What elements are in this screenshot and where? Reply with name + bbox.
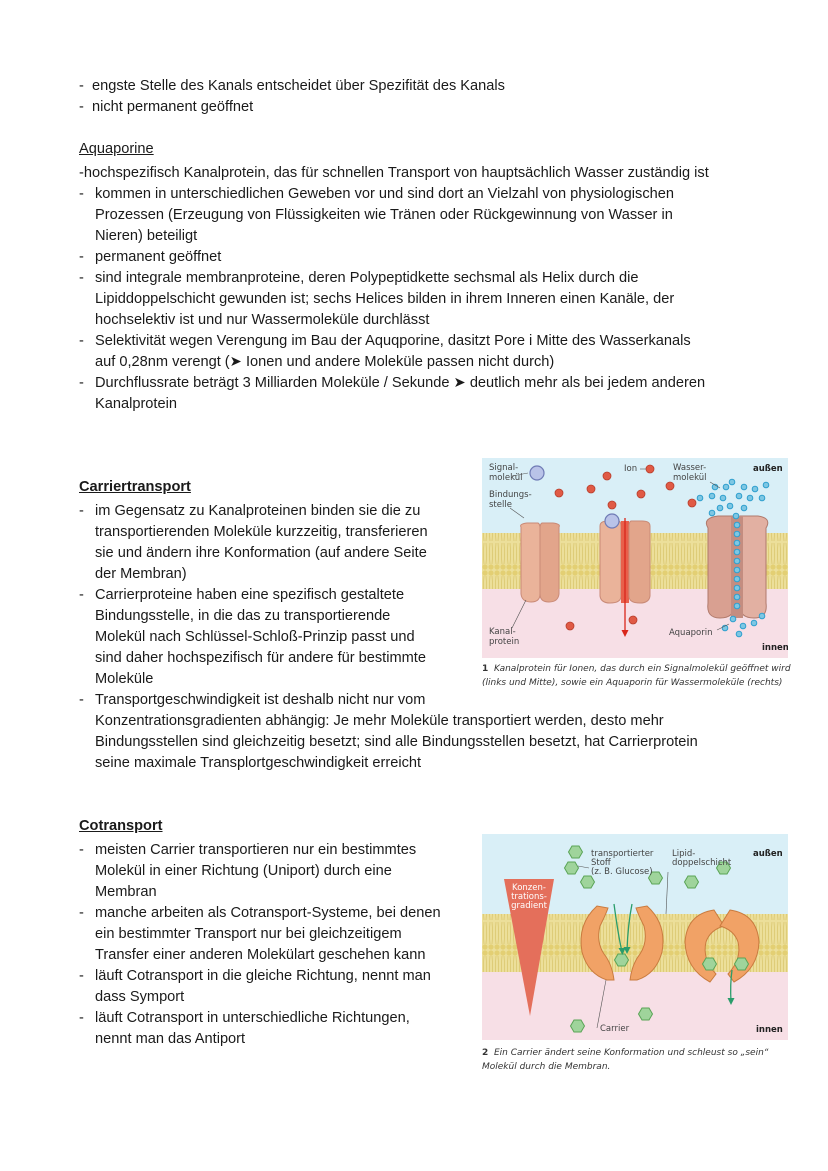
- list-item-text: der Membran): [95, 566, 187, 582]
- list-item-text: manche arbeiten als Cotransport-Systeme, bei denen: [95, 905, 441, 921]
- section-heading-cotransport: Cotransport: [79, 818, 163, 834]
- caption-text: Ein Carrier ändert seine Konformation und schleust so „sein“: [494, 1048, 769, 1058]
- list-item-text: Durchflussrate beträgt 3 Milliarden Moleküle / Sekunde ➤ deutlich mehr als bei jedem anderen: [95, 375, 706, 391]
- section-heading-carriertransport: Carriertransport: [79, 479, 191, 495]
- list-item-text: engste Stelle des Kanals entscheidet über Spezifität des Kanals: [91, 78, 505, 94]
- list-item-text: Bindungsstelle, in die das zu transportierende: [95, 608, 391, 624]
- fig1-label-water: molekül: [673, 473, 707, 483]
- figure-1-caption: [482, 662, 812, 690]
- fig1-label-inside: innen: [762, 643, 788, 653]
- list-item: -: [79, 503, 84, 519]
- list-item-text: permanent geöffnet: [95, 249, 222, 265]
- list-item-text: meisten Carrier transportieren nur ein bestimmtes: [95, 842, 417, 858]
- fig2-label-gradient: gradient: [511, 901, 547, 911]
- caption-number: 2: [482, 1048, 489, 1058]
- list-item-text: nennt man das Antiport: [95, 1031, 246, 1047]
- aquaporine-intro: -hochspezifisch Kanalprotein, das für schnellen Transport von hauptsächlich Wasser zuständig ist: [79, 165, 709, 181]
- list-item: -: [79, 692, 84, 708]
- fig1-label-aquaporin: Aquaporin: [669, 628, 713, 638]
- fig2-label-substance: transportierter: [591, 849, 654, 859]
- list-item-text: Selektivität wegen Verengung im Bau der Aquqporine, dasitzt Pore i Mitte des Wasserkanals: [95, 333, 691, 349]
- signal-molecule-bound: [605, 514, 619, 528]
- caption-text: Molekül durch die Membran.: [482, 1062, 611, 1072]
- list-item-text: Carrierproteine haben eine spezifisch gestaltete: [95, 587, 405, 603]
- list-item: -: [79, 270, 84, 286]
- figure-carrier: [482, 834, 788, 1040]
- list-item-text: läuft Cotransport in unterschiedliche Richtungen,: [95, 1010, 410, 1026]
- list-item-text: sind integrale membranproteine, deren Polypeptidkette sechsmal als Helix durch die: [95, 270, 639, 286]
- caption-number: 1: [482, 664, 489, 674]
- fig1-label-signal: molekül: [489, 473, 523, 483]
- list-item-text: auf 0,28nm verengt (➤ Ionen und andere Moleküle passen nicht durch): [95, 354, 555, 370]
- list-item: -: [79, 1010, 84, 1026]
- fig2-label-lipid: doppelschicht: [672, 858, 732, 868]
- list-item: -: [79, 842, 84, 858]
- list-item-text: seine maximale Transplortgeschwindigkeit erreicht: [95, 755, 422, 771]
- list-item-text: ein bestimmter Transport nur bei gleichzeitigem: [95, 926, 402, 942]
- figure-2-illustration: [482, 834, 788, 1040]
- list-item-text: Transportgeschwindigkeit ist deshalb nicht nur vom: [95, 692, 426, 708]
- fig1-label-outside: außen: [753, 464, 783, 474]
- fig1-label-water: Wasser-: [673, 463, 707, 473]
- list-item: - engste Stelle des Kanals entscheidet über Spezifität des Kanals: [79, 78, 505, 94]
- signal-molecule: [530, 466, 544, 480]
- caption-text: Kanalprotein für Ionen, das durch ein Signalmolekül geöffnet wird: [494, 664, 791, 674]
- figure-channel-proteins: [482, 458, 788, 658]
- list-item-text: Moleküle: [95, 671, 154, 687]
- list-item-text: nicht permanent geöffnet: [91, 99, 254, 115]
- fig1-label-ion: Ion: [624, 464, 638, 474]
- figure-2-caption: [482, 1046, 812, 1074]
- list-item: -: [79, 186, 84, 202]
- fig2-label-carrier: Carrier: [600, 1024, 630, 1034]
- list-item-text: sie und ändern ihre Konformation (auf andere Seite: [95, 545, 427, 561]
- fig1-label-binding: Bindungs-: [489, 490, 532, 500]
- channel-protein-closed: [521, 523, 560, 602]
- fig1-label-kanal: protein: [489, 637, 520, 647]
- list-item-text: Nieren) beteiligt: [95, 228, 198, 244]
- list-item-text: Membran: [95, 884, 157, 900]
- figure-1-illustration: [482, 458, 788, 658]
- caption-text: (links und Mitte), sowie ein Aquaporin für Wassermoleküle (rechts): [482, 678, 783, 688]
- fig2-label-outside: außen: [753, 849, 783, 859]
- list-item-text: sind daher hochspezifisch für andere für bestimmte: [95, 650, 426, 666]
- list-item: -: [79, 968, 84, 984]
- fig2-label-gradient: trations-: [511, 892, 547, 902]
- list-item-text: Molekül nach Schlüssel-Schloß-Prinzip passt und: [95, 629, 415, 645]
- section-heading-aquaporine: Aquaporine: [79, 141, 154, 157]
- list-item-text: Prozessen (Erzeugung von Flüssigkeiten wie Tränen oder Rückgewinnung von Wasser in: [95, 207, 673, 223]
- list-item-text: Molekül in einer Richtung (Uniport) durch eine: [95, 863, 392, 879]
- list-item: -: [79, 905, 84, 921]
- list-item-text: dass Symport: [95, 989, 185, 1005]
- fig2-label-inside: innen: [756, 1025, 783, 1035]
- fig1-label-kanal: Kanal-: [489, 627, 516, 637]
- fig2-label-substance: Stoff: [591, 858, 611, 868]
- list-item: -: [79, 587, 84, 603]
- list-item: -: [79, 375, 84, 391]
- list-item-text: transportierenden Moleküle kurzzeitig, transferieren: [95, 524, 428, 540]
- list-item-text: Transfer einer anderen Molekülart geschehen kann: [95, 947, 426, 963]
- list-item: - nicht permanent geöffnet: [79, 99, 254, 115]
- fig2-label-gradient: Konzen-: [512, 883, 546, 893]
- list-item-text: hochselektiv ist und nur Wassermoleküle durchlässt: [95, 312, 430, 328]
- list-item-text: kommen in unterschiedlichen Geweben vor und sind dort an Vielzahl von physiologischen: [95, 186, 674, 202]
- fig2-label-lipid: Lipid-: [672, 849, 696, 859]
- list-item-text: Bindungsstellen sind gleichzeitig besetzt; sind alle Bindungsstellen besetzt, hat Carrierprotein: [95, 734, 698, 750]
- fig2-label-substance: (z. B. Glucose): [591, 867, 653, 877]
- fig1-label-signal: Signal-: [489, 463, 519, 473]
- list-item-text: im Gegensatz zu Kanalproteinen binden sie die zu: [95, 503, 421, 519]
- fig1-label-binding: stelle: [489, 500, 512, 510]
- list-item: -: [79, 333, 84, 349]
- list-item-text: läuft Cotransport in die gleiche Richtung, nennt man: [95, 968, 431, 984]
- list-item-text: Konzentrationsgradienten abhängig: Je mehr Moleküle transportiert werden, desto mehr: [95, 713, 664, 729]
- list-item-text: Kanalprotein: [95, 396, 177, 412]
- list-item: -: [79, 249, 84, 265]
- list-item-text: Lipiddoppelschicht gewunden ist; sechs Helices bilden in ihrem Inneren einen Kanäle, der: [95, 291, 675, 307]
